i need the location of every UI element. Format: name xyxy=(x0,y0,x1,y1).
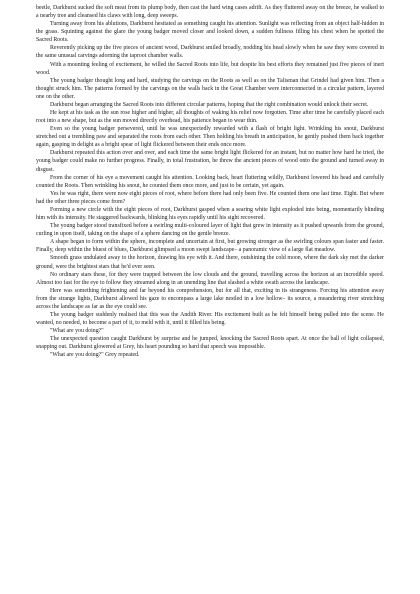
paragraph: Reverently picking up the five pieces of ancient wood, Darkburst smiled broadly, nodding his head slowly when he saw they were covered in the same unusual carvings adorning the taproot chamber walls. xyxy=(36,45,384,60)
dialogue-line: "What are you doing?" xyxy=(50,328,104,335)
paragraph: Here was something frightening and far beyond his comprehension, but for all that, exciting in its strangeness. Forcing his attention away from the strange lights, Darkburst allowed his gaze to encompass a large lake nestled in a low hollow– its source, a meandering river stretching across the landscape as far as the eye could see. xyxy=(36,287,384,310)
paragraph: A shape began to form within the sphere, incomplete and uncertain at first, but growing stronger as the swirling colours span faster and faster. Finally, deep within the bluest of blues, Darkburst glimpsed a moon swept landscape– a panoramic view of a large flat meadow. xyxy=(36,239,384,254)
paragraph: The young badger suddenly realised that this was the Andith River. His excitement built as he felt himself being pulled into the scene. He wanted, no needed, to become a part of it, to meld with it, until it filled his being. xyxy=(36,311,384,327)
paragraph: He kept at his task as the sun rose higher and higher, all thoughts of waking his relief now forgotten. Time after time he carefully placed each root into a new shape, but as the sun moved directly overhead, his patience began to wear thin. xyxy=(36,110,384,125)
paragraph: Smooth grass undulated away to the horizon, drawing his eye with it. And there, outshining the cold moon, where the dark sky met the darker ground, were the brightest stars that he'd ever seen. xyxy=(36,255,384,270)
paragraph: No ordinary stars these, for they were trapped between the low clouds and the ground, travelling across the horizon at an incredible speed. Almost too fast for the eye to follow they streamed along in an unending line that slashed a white swath across the landscape. xyxy=(36,271,384,286)
paragraph: Turning away from his ablutions, Darkburst hesitated as something caught his attention. Sunlight was reflecting from an object half-hidden in the grass. Squinting against the glare the young badger moved closer and looked down, a sudden fullness filling his chest when he spotted the Sacred Roots. xyxy=(36,21,384,44)
paragraph: Forming a new circle with the eight pieces of root, Darkburst gasped when a searing white light exploded into being, momentarily blinding him with its intensity. He staggered backwards, blinking his eyes rapidly until his sight recovered. xyxy=(36,206,384,222)
paragraph: The young badger thought long and hard, studying the carvings on the Roots as well as on the Talisman that Grindel had given him. Then a thought struck him. The patterns formed by the carvings on the walls back in the Great Chamber were interconnected in a circular pattern, layered one on the other. xyxy=(36,77,384,100)
paragraph: The unexpected question caught Darkburst by surprise and he jumped, knocking the Sacred Roots apart. At once the ball of light collapsed, snapping out. Darkburst glowered at Grey, his heart pounding so hard that speech was impossible. xyxy=(36,336,384,351)
paragraph: Darkburst began arranging the Sacred Roots into different circular patterns, hoping that the right combination would unlock their secret. xyxy=(50,101,369,108)
paragraph: With a mounting feeling of excitement, he willed the Sacred Roots into life, but despite his best efforts they remained just five pieces of inert wood. xyxy=(36,61,384,76)
paragraph: From the corner of his eye a movement caught his attention. Looking back, heart fluttering wildly, Darkburst lowered his head and carefully counted the Roots. Then wrinkling his snout, he counted them once more, and just to be certain, yet again. xyxy=(36,174,384,189)
paragraph: beetle, Darkburst sucked the soft meat from its plump body, then cast the hard wing cases adrift. As they fluttered away on the breeze, he walked to a nearby tree and cleansed his claws with long, deep sweeps. xyxy=(36,5,384,20)
paragraph: Even so the young badger persevered, until he was unexpectedly rewarded with a flash of bright light. Wrinkling his snout, Darkburst stretched out a trembling paw and separated the roots from each other. Then holding his breath in anticipation, he gently pushed them back together again, gasping in delight as a bright spear of light flickered between their ends once more. xyxy=(36,126,384,149)
paragraph: Darkburst repeated this action over and over, and each time the same bright light flickered for an instant, but no matter how hard he tried, the young badger could make no further progress. Finally, in total frustration, he threw the ancient pieces of wood onto the ground and turned away in disgust. xyxy=(36,150,384,173)
paragraph: Yes he was right, there were now eight pieces of root, where before there had only been five. He counted them one last time. Eight. But where had the other three pieces come from? xyxy=(36,190,384,205)
paragraph: The young badger stood transfixed before a swirling multi-coloured layer of light that grew in intensity as it pushed upwards from the ground, curling in upon itself, taking on the shape of a sphere dancing on the gentle breeze. xyxy=(36,223,384,238)
dialogue-line: "What are you doing?" Grey repeated. xyxy=(50,352,140,359)
